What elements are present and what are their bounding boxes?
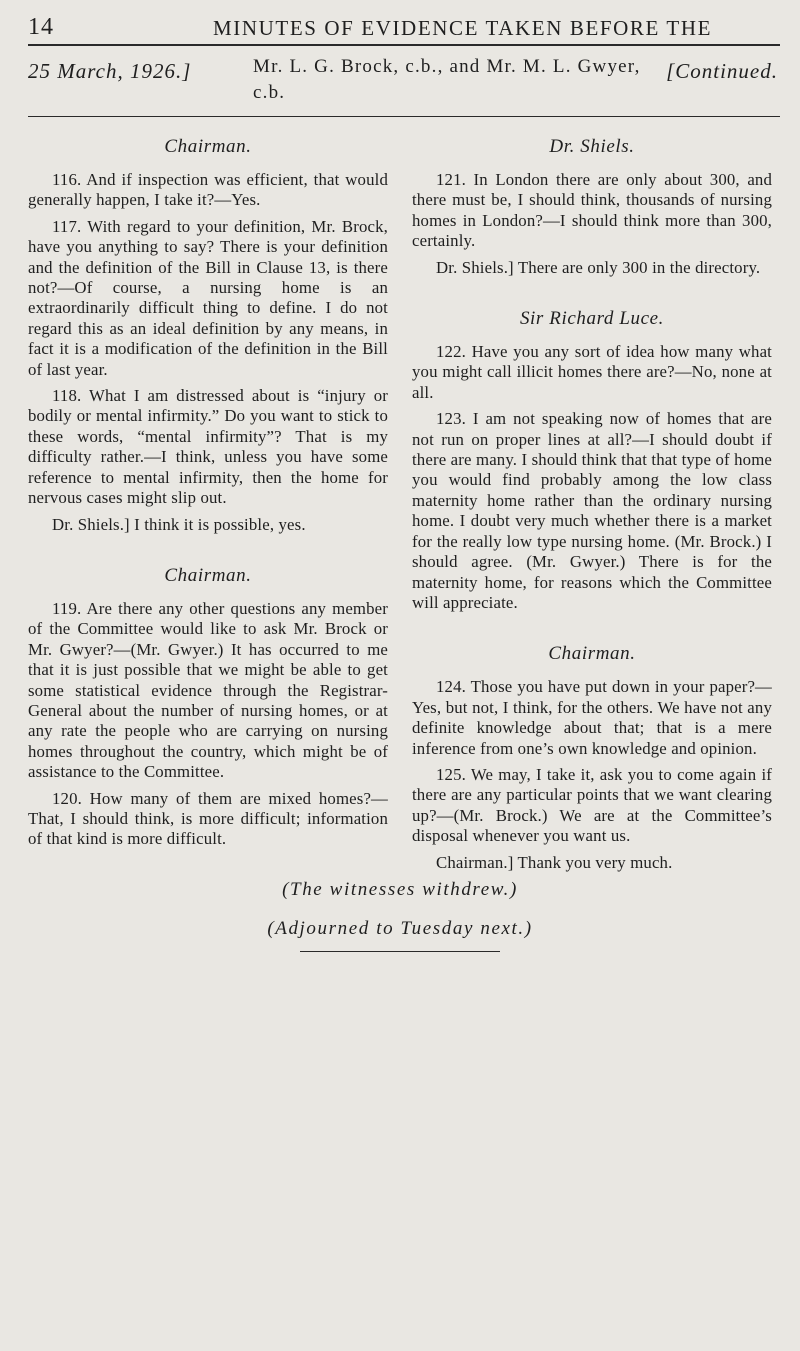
evidence-paragraph: 122. Have you any sort of idea how many what you might call illicit homes there are?—No, none at all.: [412, 342, 772, 402]
evidence-paragraph: 125. We may, I take it, ask you to come again if there are any particular points that we want clearing up?—(Mr. Brock.) We are at the Committee’s disposal whenever you want us.: [412, 764, 772, 846]
speaker-heading: Chairman.: [548, 643, 636, 665]
header-rule: [28, 44, 780, 46]
evidence-paragraph: 121. In London there are only about 300, and there must be, I should think, thousands of nursing homes in London?—I should think more than 300, certainly.: [412, 170, 772, 251]
evidence-paragraph: 116. And if inspection was efficient, that would generally happen, I take it?—Yes.: [28, 170, 388, 210]
evidence-paragraph: 124. Those you have put down in your paper?—Yes, but not, I think, for the others. We have not any definite knowledge about that; that is a mere inference from one’s own knowledge and opinion.: [412, 677, 772, 758]
speaker-heading: Sir Richard Luce.: [519, 308, 665, 330]
witness-names: Mr. L. G. Brock, c.b., and Mr. M. L. Gwyer, c.b.: [253, 56, 641, 103]
adjourned-note: (Adjourned to Tuesday next.): [267, 918, 533, 939]
speaker-heading: Chairman.: [164, 136, 252, 157]
left-column: [28, 130, 388, 856]
evidence-paragraph: 119. Are there any other questions any member of the Committee would like to ask Mr. Brock or Mr. Gwyer?—(Mr. Gwyer.) It has occurred to me that it is just possible that we might be able to get some statistical evidence through the Registrar-General about the number of nursing homes, or at any rate the people who are carrying on nursing homes throughout the country, which might be of assistance to the Committee.: [28, 598, 388, 782]
closing-rule: [300, 951, 500, 952]
page-header: [28, 14, 778, 44]
speaker-heading: Chairman.: [164, 564, 252, 586]
page-number: 14: [28, 14, 54, 40]
hearing-date: 25 March, 1926.]: [28, 59, 192, 83]
continued-marker: [Continued.: [666, 59, 778, 83]
evidence-paragraph: Chairman.] Thank you very much.: [436, 852, 673, 872]
evidence-paragraph: 117. With regard to your definition, Mr. Brock, have you anything to say? There is your definition and the definition of the Bill in Clause 13, is there not?—Of course, a nursing home is an extraordinarily difficult thing to define. I do not regard this as an ideal definition by any means, in fact it is a modification of the definition in the Bill of last year.: [28, 216, 388, 379]
speaker-heading: Dr. Shiels.: [549, 136, 635, 157]
evidence-paragraph: Dr. Shiels.] There are only 300 in the directory.: [436, 257, 761, 277]
witnesses-withdrew-note: (The witnesses withdrew.): [282, 879, 518, 900]
evidence-paragraph: 120. How many of them are mixed homes?—That, I should think, is more difficult; information of that kind is more difficult.: [28, 788, 388, 849]
right-column: [412, 130, 772, 879]
evidence-paragraph: Dr. Shiels.] I think it is possible, yes.: [52, 514, 306, 534]
section-rule: [28, 116, 780, 117]
evidence-paragraph: 123. I am not speaking now of homes that are not run on proper lines at all?—I should doubt if there are many. I should think that that type of home you would find probably among the low class maternity home rather than the ordinary nursing home. I doubt very much whether there is a market for the really low type nursing home. (Mr. Brock.) I should agree. (Mr. Gwyer.) There is for the maternity home, for reasons which the Committee will appreciate.: [412, 409, 772, 612]
running-title: MINUTES OF EVIDENCE TAKEN BEFORE THE: [213, 16, 713, 40]
evidence-paragraph: 118. What I am distressed about is “injury or bodily or mental infirmity.” Do you want to stick to these words, “mental infirmity”? That is my difficulty rather.—I think, unless you have some reference to mental infirmity, then the home for nervous cases might slip out.: [28, 386, 388, 508]
